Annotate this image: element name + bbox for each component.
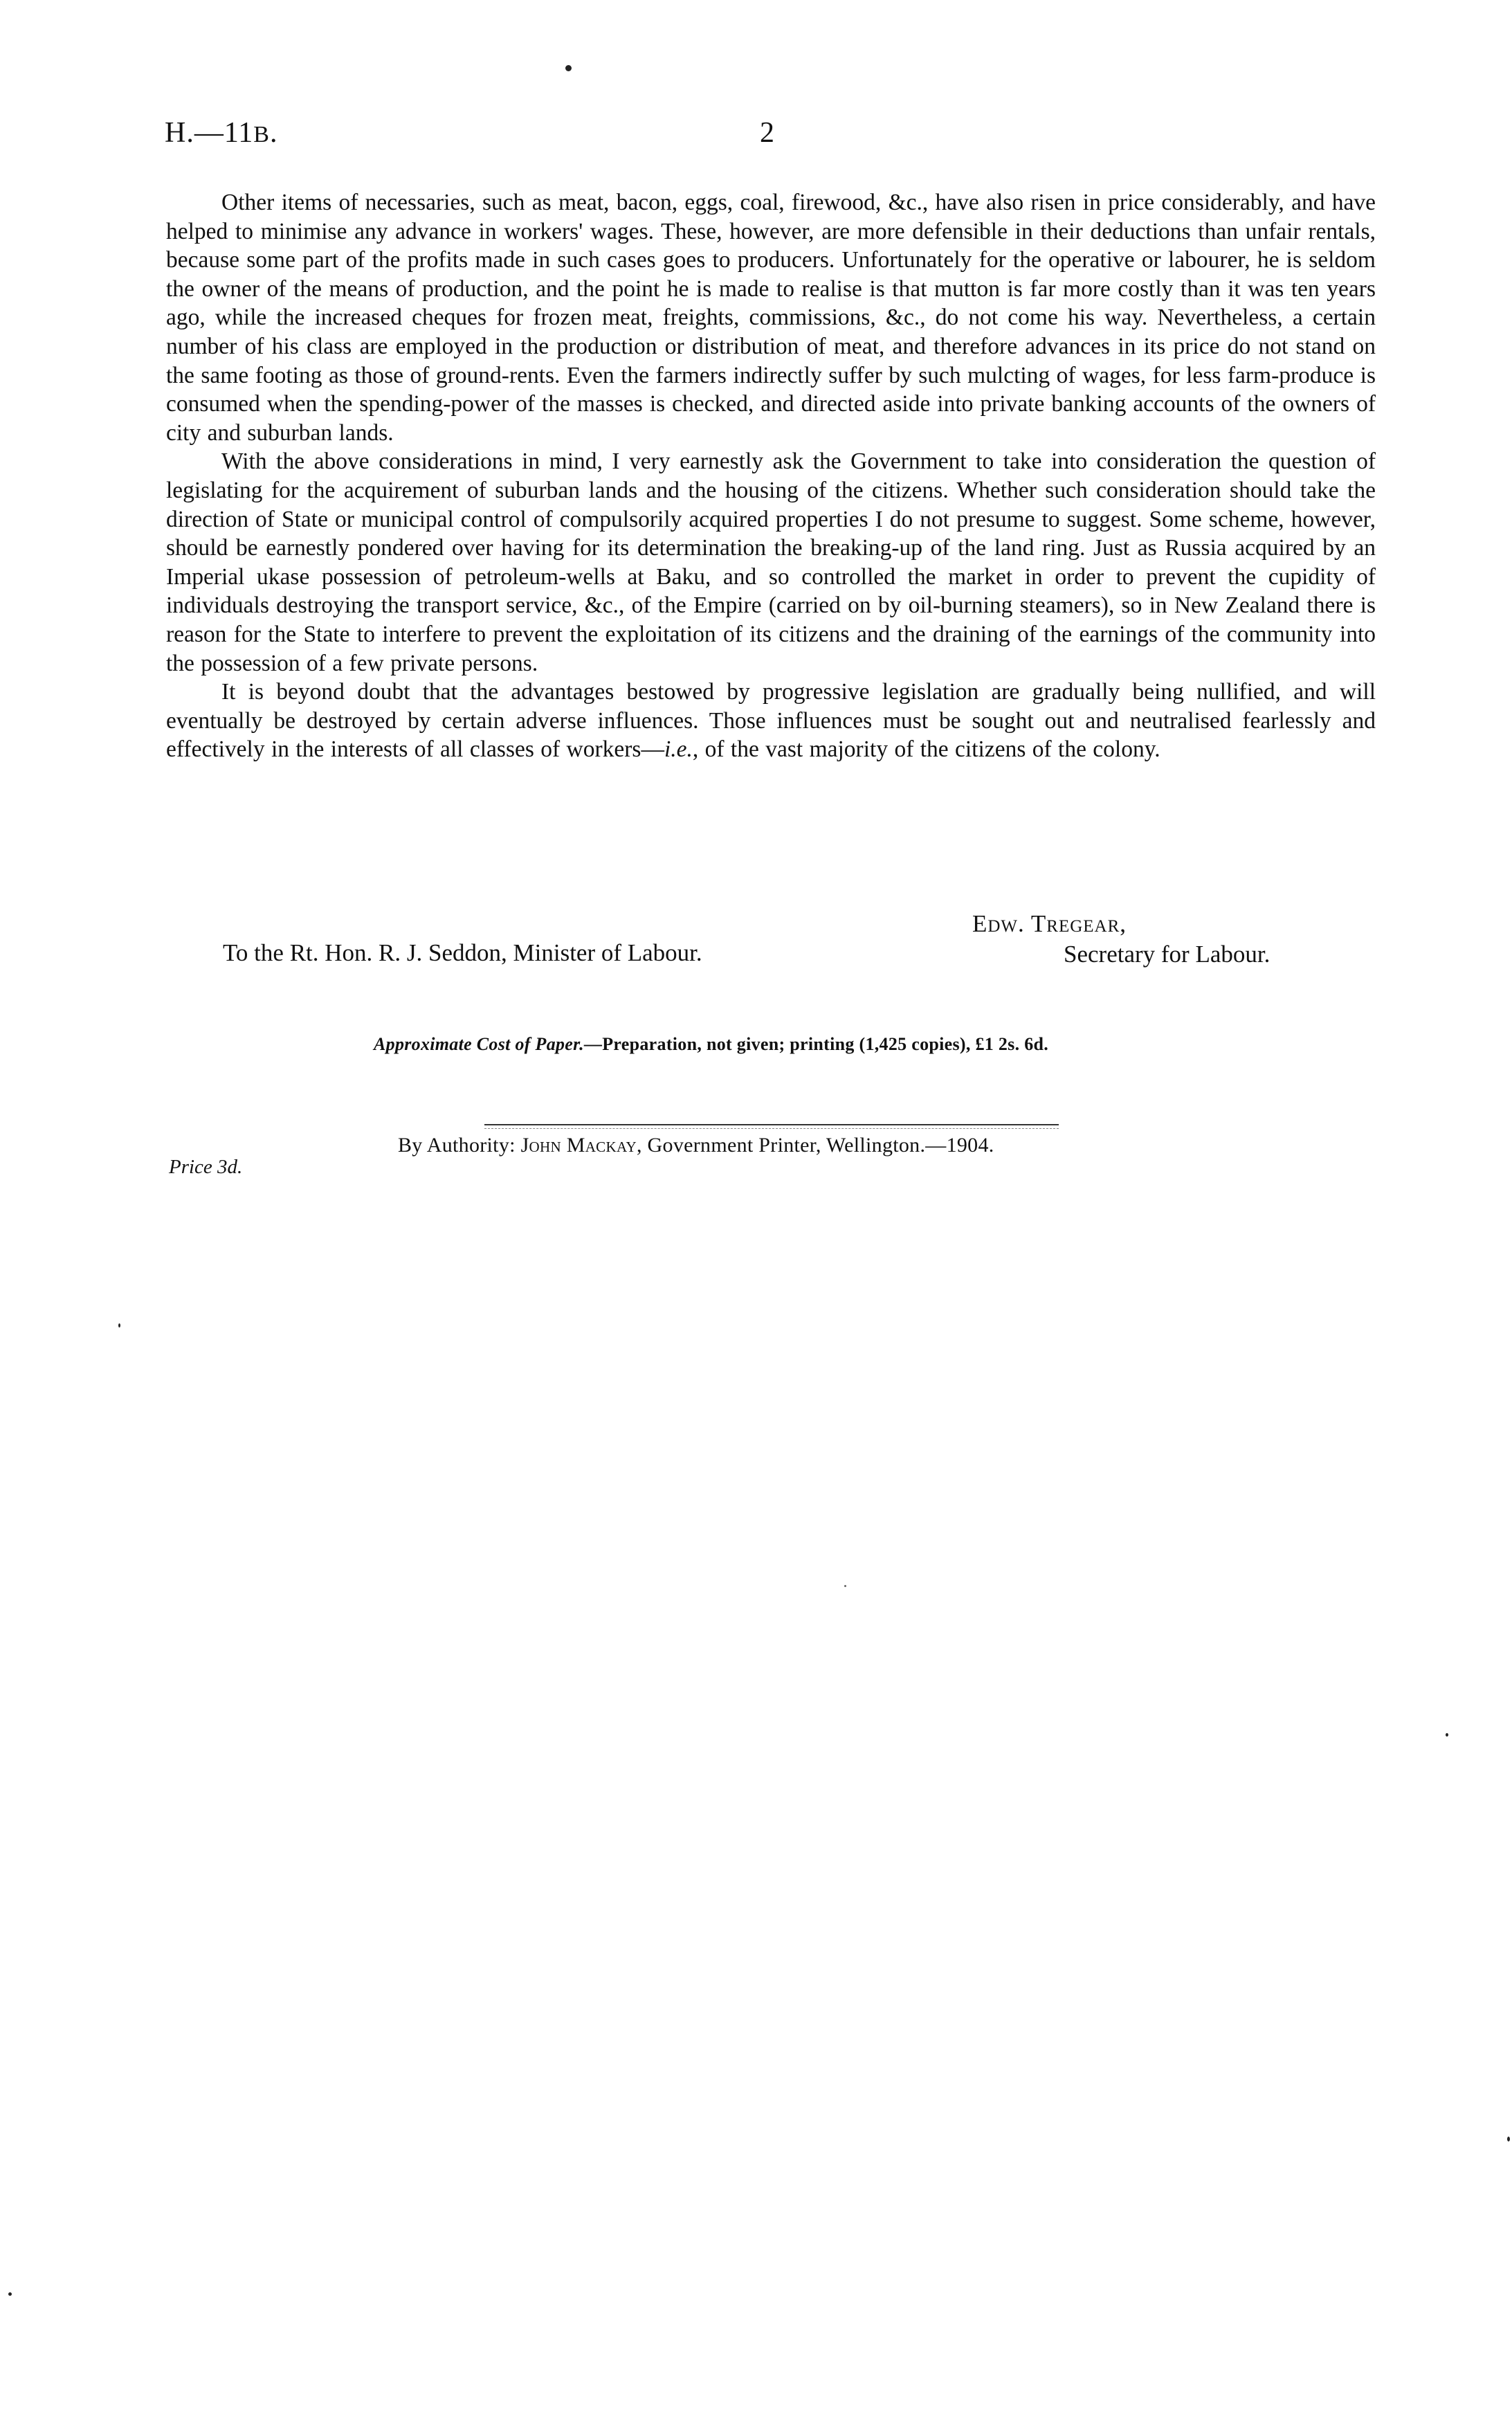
reference-period: .	[269, 117, 278, 149]
signature-block	[972, 909, 1270, 970]
reference-main: H.—11	[165, 117, 254, 149]
cost-label: Approximate Cost of Paper.	[374, 1034, 584, 1054]
parliamentary-paper-reference	[165, 116, 277, 150]
page-number: 2	[760, 117, 774, 149]
scan-speck	[8, 2292, 12, 2296]
printer-divider-rule-secondary	[484, 1128, 1059, 1129]
signatory-name: Edw. Tregear,	[972, 910, 1127, 937]
price-note: Price 3d.	[169, 1156, 243, 1178]
scan-speck	[844, 1585, 846, 1587]
reference-suffix: B	[253, 122, 270, 147]
signatory-title: Secretary for Labour.	[1064, 941, 1270, 968]
imprint-prefix: By Authority:	[398, 1134, 521, 1157]
cost-of-paper-note	[374, 1034, 1048, 1055]
paragraph-conclusion	[166, 678, 1376, 764]
printer-name: John Mackay	[520, 1134, 637, 1157]
scan-speck	[1446, 1733, 1448, 1737]
report-body	[166, 188, 1376, 764]
addressee-line: To the Rt. Hon. R. J. Seddon, Minister of Labour.	[223, 939, 702, 966]
printer-divider-rule	[484, 1124, 1059, 1125]
scan-speck	[1507, 2137, 1510, 2141]
conclusion-text-end: , of the vast majority of the citizens of the colony.	[692, 736, 1160, 763]
paragraph-necessaries: Other items of necessaries, such as meat, bacon, eggs, coal, firewood, &c., have also risen in price considerably, and have helped to minimise any advance in workers' wages. These, however, are more defensible in their deductions than unfair rentals, because some part of the profits made in such cases goes to producers. Unfortunately for the operative or labourer, he is seldom the owner of the means of production, and the point he is made to realise is that mutton is far more costly than it was ten years ago, while the increased cheques for frozen meat, freights, commissions, &c., do not come his way. Nevertheless, a certain number of his class are employed in the production or distribution of meat, and therefore advances in its price do not stand on the same footing as those of ground-rents. Even the farmers indirectly suffer by such mulcting of wages, for less farm-produce is consumed when the spending-power of the masses is checked, and directed aside into private banking accounts of the owners of city and suburban lands.	[166, 190, 1376, 446]
scan-speck	[118, 1323, 120, 1328]
conclusion-italic-abbrev: i.e.	[664, 736, 693, 763]
scan-speck	[565, 65, 572, 71]
cost-details: —Preparation, not given; printing (1,425 copies), £1 2s. 6d.	[583, 1034, 1049, 1054]
printer-imprint	[398, 1134, 994, 1157]
conclusion-text-start: It is beyond doubt that the advantages bestowed by progressive legislation are gradually being nullified, and will eventually be destroyed by certain adverse influences. Those influences must be sought out and neutralised fearlessly and effectively in the interests of all classes of workers—	[166, 679, 1376, 763]
paragraph-legislation-request: With the above considerations in mind, I very earnestly ask the Government to take into consideration the question of legislating for the acquirement of suburban lands and the housing of the citizens. Whether such consideration should take the direction of State or municipal control of compulsorily acquired properties I do not presume to suggest. Some scheme, however, should be earnestly pondered over having for its determination the breaking-up of the land ring. Just as Russia acquired by an Imperial ukase possession of petroleum-wells at Baku, and so controlled the market in order to prevent the cupidity of individuals destroying the transport service, &c., of the Empire (carried on by oil-burning steamers), so in New Zealand there is reason for the State to interfere to prevent the exploitation of its citizens and the draining of the earnings of the community into the possession of a few private persons.	[166, 449, 1376, 676]
imprint-suffix: , Government Printer, Wellington.—1904.	[636, 1134, 994, 1157]
